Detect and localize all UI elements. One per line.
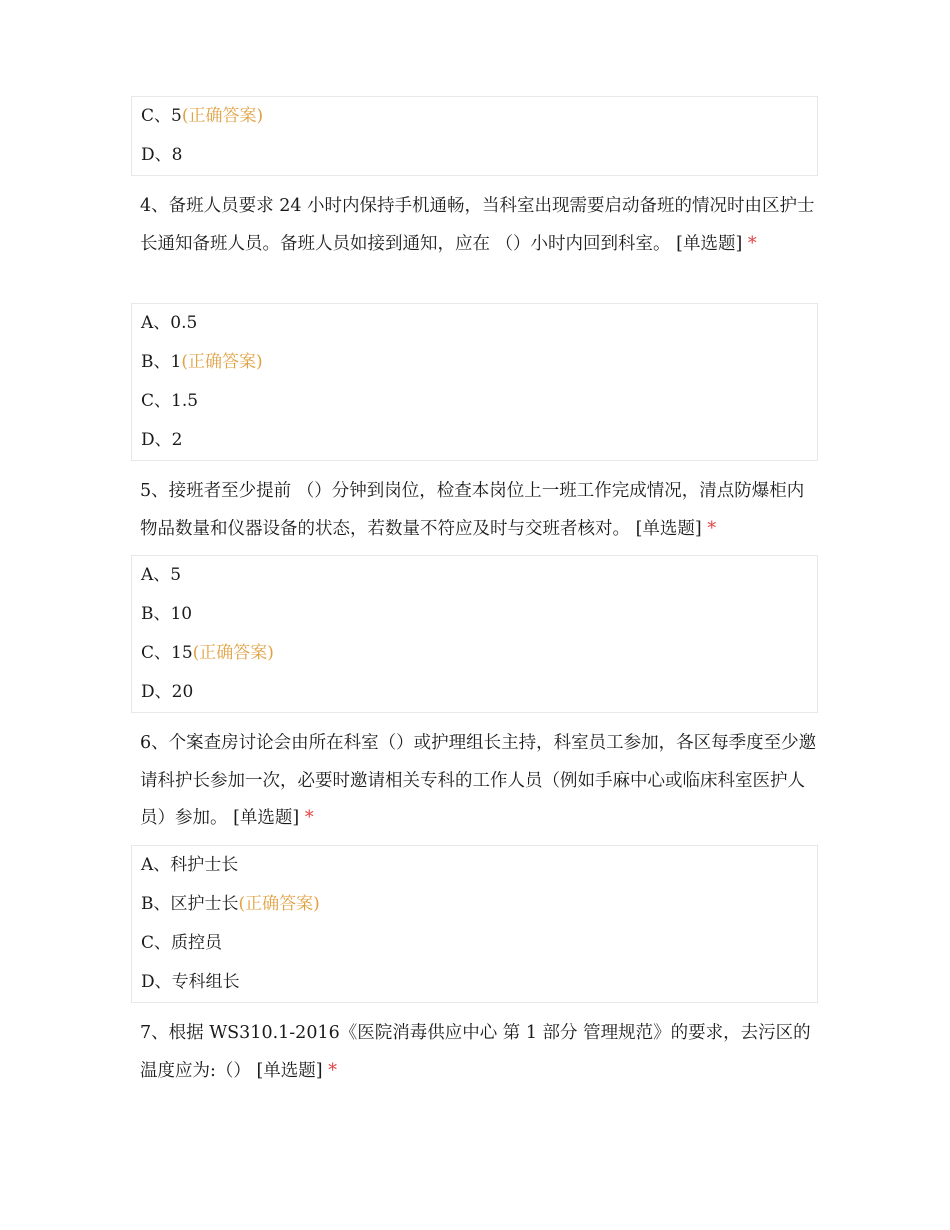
option-label: D、2	[141, 430, 183, 450]
option-label: C、质控员	[141, 933, 223, 953]
option-label: B、10	[141, 604, 193, 624]
question-type-tag: [单选题]	[676, 233, 743, 254]
correct-answer-badge: (正确答案)	[238, 894, 320, 914]
option-q5-c	[132, 634, 817, 673]
options-box-q6	[131, 845, 818, 1003]
correct-answer-badge: (正确答案)	[192, 643, 274, 663]
correct-answer-badge: (正确答案)	[181, 352, 263, 372]
option-label: C、1.5	[141, 391, 199, 411]
option-label: A、5	[141, 565, 182, 585]
options-box-q3	[131, 96, 818, 176]
options-box-q4	[131, 303, 818, 461]
option-q3-c	[132, 97, 817, 136]
option-label: D、20	[141, 682, 194, 702]
option-label: D、8	[141, 145, 183, 165]
option-label: A、0.5	[141, 313, 198, 333]
question-7	[140, 1015, 820, 1090]
option-label: C、15	[141, 643, 193, 663]
option-label: C、5	[141, 106, 182, 126]
option-q3-d	[132, 136, 817, 175]
question-text: 4、备班人员要求 24 小时内保持手机通畅，当科室出现需要启动备班的情况时由区护士长通知备班人员。备班人员如接到通知，应在 （）小时内回到科室。	[140, 196, 815, 254]
question-6	[140, 725, 820, 838]
required-marker: *	[747, 233, 757, 254]
options-box-q5	[131, 555, 818, 713]
required-marker: *	[328, 1060, 337, 1081]
option-q6-d	[132, 963, 817, 1002]
option-label: B、区护士长	[141, 894, 239, 914]
question-5	[140, 473, 820, 548]
option-q4-b	[132, 343, 817, 382]
option-q4-c	[132, 382, 817, 421]
required-marker: *	[304, 808, 314, 828]
question-text: 7、根据 WS310.1-2016《医院消毒供应中心 第 1 部分 管理规范》的要求，去污区的温度应为:（）	[140, 1023, 811, 1081]
option-q4-a	[132, 304, 817, 343]
question-text: 6、个案查房讨论会由所在科室（）或护理组长主持，科室员工参加，各区每季度至少邀请科护长参加一次，必要时邀请相关专科的工作人员（例如手麻中心或临床科室医护人员）参加。	[140, 733, 817, 828]
option-q5-d	[132, 673, 817, 712]
correct-answer-badge: (正确答案)	[181, 106, 264, 126]
question-type-tag: [单选题]	[256, 1060, 323, 1081]
option-q6-c	[132, 924, 817, 963]
option-label: B、1	[141, 352, 182, 372]
option-label: D、专科组长	[141, 972, 240, 992]
option-q5-b	[132, 595, 817, 634]
question-text: 5、接班者至少提前 （）分钟到岗位，检查本岗位上一班工作完成情况，清点防爆柜内物品数量和仪器设备的状态，若数量不符应及时与交班者核对。	[140, 481, 805, 539]
option-q6-b	[132, 885, 817, 924]
option-q5-a	[132, 556, 817, 595]
question-type-tag: [单选题]	[233, 808, 300, 828]
question-4	[140, 188, 820, 263]
option-q4-d	[132, 421, 817, 460]
option-label: A、科护士长	[141, 855, 239, 875]
required-marker: *	[707, 518, 717, 539]
option-q6-a	[132, 846, 817, 885]
question-type-tag: [单选题]	[635, 518, 702, 539]
